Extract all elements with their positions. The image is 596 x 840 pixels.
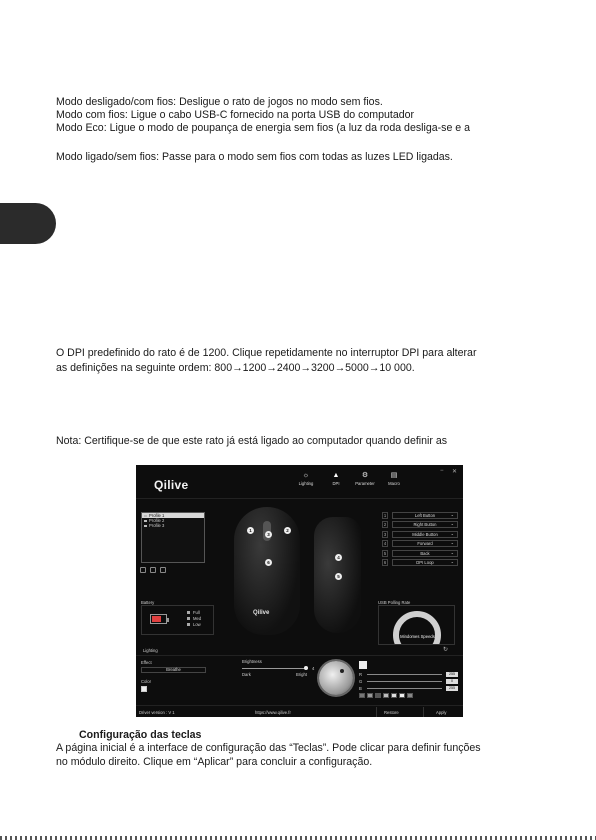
profile-list: [141, 512, 205, 563]
nav-dpi[interactable]: [323, 471, 349, 486]
rgb-slider[interactable]: [367, 674, 442, 675]
preset-color-chip[interactable]: [375, 693, 381, 698]
rgb-value[interactable]: 255: [446, 672, 458, 677]
button-marker-6: 6: [265, 559, 272, 566]
polling-rate-value: Mindomes Speeds: [400, 634, 435, 639]
refresh-icon[interactable]: ↻: [443, 647, 449, 653]
dpi-icon: ▲: [332, 472, 340, 479]
bright-label: Bright: [296, 672, 307, 677]
apply-button[interactable]: Apply: [436, 710, 447, 715]
status-divider: [423, 707, 424, 717]
preset-color-chip[interactable]: [367, 693, 373, 698]
current-color-preview: [359, 661, 367, 669]
rgb-slider[interactable]: [367, 681, 442, 682]
dpi-line-1: O DPI predefinido do rato é de 1200. Clique repetidamente no interruptor DPI para alterar: [56, 347, 477, 359]
key-select[interactable]: Back ⌄: [392, 550, 458, 557]
dark-label: Dark: [242, 672, 251, 677]
chapter-tab: [0, 203, 56, 244]
key-assignment-list: [382, 512, 458, 568]
brightness-slider-handle[interactable]: [304, 666, 308, 670]
key-row: [382, 512, 458, 519]
mouse-logo: Qilive: [253, 610, 270, 616]
key-row: [382, 540, 458, 547]
header-divider: [136, 498, 463, 499]
bulb-icon: ☼: [302, 472, 310, 479]
preset-color-chip[interactable]: [359, 693, 365, 698]
key-number: 1: [383, 513, 387, 518]
battery-legend-full: Full: [187, 610, 200, 615]
nav-parameter-label: Parameter: [355, 481, 375, 486]
body-line-1: A página inicial é a interface de configuração das “Teclas”. Pode clicar para definir funções: [56, 742, 481, 754]
nav-dpi-label: DPI: [332, 481, 340, 486]
note-line: Nota: Certifique-se de que este rato já está ligado ao computador quando definir as: [56, 435, 448, 447]
mouse-top-view: [234, 507, 300, 635]
gear-icon: ⚙: [361, 472, 369, 479]
key-number: 6: [383, 559, 387, 565]
key-row: [382, 559, 458, 566]
color-swatch[interactable]: [141, 686, 147, 692]
dpi-line-2: as definições na seguinte ordem: 800→1200→2400→3200→5000→10 000.: [56, 362, 415, 374]
minimize-icon[interactable]: −: [440, 468, 444, 474]
battery-panel: [141, 605, 214, 635]
nav-lighting[interactable]: [293, 471, 319, 486]
website-link[interactable]: https://www.qilive.fr: [255, 710, 291, 715]
nav-macro[interactable]: [381, 471, 407, 486]
button-marker-5: 5: [335, 573, 342, 580]
battery-legend-med: Med: [187, 616, 201, 621]
key-select[interactable]: Right Button ⌄: [392, 521, 458, 528]
effect-select[interactable]: Breathe: [141, 667, 206, 673]
rgb-channel-label: G: [359, 679, 363, 684]
key-select[interactable]: Left Button ⌄: [392, 512, 458, 519]
brightness-slider[interactable]: [242, 668, 308, 669]
intro-line-2: Modo com fios: Ligue o cabo USB-C fornecido na porta USB do computador: [56, 109, 415, 121]
button-marker-3: 3: [265, 531, 272, 538]
rgb-value[interactable]: 0: [446, 679, 458, 684]
profile-tools: [140, 567, 170, 575]
rgb-row-r: [359, 672, 458, 677]
battery-legend-low: Low: [187, 622, 201, 627]
key-row: [382, 531, 458, 538]
rgb-channel-label: B: [359, 686, 362, 691]
button-marker-2: 2: [284, 527, 291, 534]
preset-color-chip[interactable]: [383, 693, 389, 698]
rgb-row-g: [359, 679, 458, 684]
lighting-divider: [136, 655, 463, 656]
battery-label: Battery: [141, 600, 155, 605]
rgb-slider[interactable]: [367, 688, 442, 689]
driver-version: Driver version : V 1: [139, 710, 175, 715]
lighting-section-label: Lighting: [143, 648, 158, 653]
close-icon[interactable]: ✕: [452, 469, 458, 475]
brightness-value: 4: [312, 666, 315, 671]
key-number: 2: [383, 522, 387, 528]
color-label: Color: [141, 679, 152, 684]
preset-color-chip[interactable]: [407, 693, 413, 698]
page-bottom-edge: [0, 836, 596, 840]
polling-rate-label: USB Polling Rate: [378, 600, 411, 605]
software-screenshot: [136, 465, 463, 717]
key-number: 4: [383, 541, 387, 547]
key-number: 3: [383, 531, 387, 537]
nav-lighting-label: Lighting: [298, 481, 314, 486]
key-number: 5: [383, 550, 387, 556]
button-marker-1: 1: [247, 527, 254, 534]
battery-icon: [150, 614, 167, 624]
key-row: [382, 550, 458, 557]
status-divider: [376, 707, 377, 717]
key-select[interactable]: DPI Loop ⌄: [392, 559, 458, 566]
profile-edit-icon[interactable]: [160, 567, 166, 573]
key-row: [382, 521, 458, 528]
polling-rate-panel: [378, 605, 455, 645]
key-select[interactable]: Forward ⌄: [392, 540, 458, 547]
preset-color-chip[interactable]: [399, 693, 405, 698]
profile-item[interactable]: Profile 1: [142, 513, 204, 518]
nav-macro-label: Macro: [388, 481, 400, 486]
preset-color-chip[interactable]: [391, 693, 397, 698]
key-select[interactable]: Middle Button ⌄: [392, 531, 458, 538]
profile-delete-icon[interactable]: [150, 567, 156, 573]
effect-label: Effect: [141, 660, 152, 665]
nav-parameter[interactable]: [352, 471, 378, 486]
intro-line-1: Modo desligado/com fios: Desligue o rato de jogos no modo sem fios.: [56, 96, 383, 108]
app-status-bar: [136, 705, 463, 717]
body-line-2: no módulo direito. Clique em “Aplicar” para concluir a configuração.: [56, 756, 373, 768]
button-marker-4: 4: [335, 554, 342, 561]
profile-item[interactable]: Profile 2: [142, 518, 204, 523]
intro-line-3: Modo Eco: Ligue o modo de poupança de energia sem fios (a luz da roda desliga-se e a: [56, 122, 471, 134]
restore-button[interactable]: Restore: [384, 710, 399, 715]
color-wheel-knob[interactable]: [319, 661, 353, 695]
brightness-label: Brightness: [242, 659, 262, 664]
rgb-value[interactable]: 255: [446, 686, 458, 691]
preset-color-chips: [359, 693, 413, 698]
profile-add-icon[interactable]: [140, 567, 146, 573]
polling-rate-dial[interactable]: [393, 611, 441, 645]
profile-item[interactable]: Profile 3: [142, 523, 204, 528]
macro-icon: ▤: [390, 472, 398, 479]
app-logo: Qilive: [154, 478, 189, 492]
rgb-row-b: [359, 686, 458, 691]
section-heading: Configuração das teclas: [79, 729, 202, 741]
wireless-line: Modo ligado/sem fios: Passe para o modo sem fios com todas as luzes LED ligadas.: [56, 151, 453, 163]
rgb-channel-label: R: [359, 672, 363, 677]
